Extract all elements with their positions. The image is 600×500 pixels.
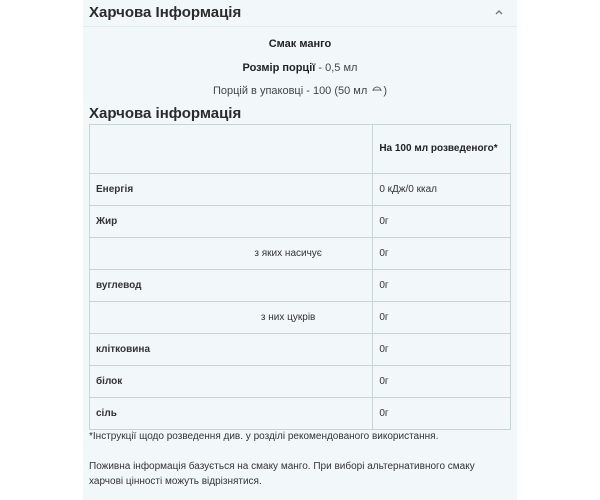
table-row [90,270,511,302]
nutrient-value: 0г [373,238,511,270]
serving-size [83,62,517,74]
serving-size-value: - 0,5 мл [315,62,358,74]
table-row [90,398,511,430]
nutrition-panel [83,0,517,500]
flavour-note: Поживна інформація базується на смаку манго. При виборі альтернативного смаку харчові цінності можуть відрізнятися. [89,461,475,487]
nutrient-name: сіль [90,398,373,430]
nutrient-subname: з яких насичує [90,238,373,270]
nutrient-name: Жир [90,206,373,238]
nutrition-table [89,124,511,430]
nutrient-name: білок [90,366,373,398]
nutrient-name: вуглевод [90,270,373,302]
table-header-per-100ml: На 100 мл розведеного* [373,125,511,174]
servings-label: Порцій в упаковці - 100 (50 мл [212,85,368,97]
servings-close: ) [383,85,388,97]
nutrient-value: 0г [373,206,511,238]
nutrient-value: 0г [373,366,511,398]
nutrient-value: 0 кДж/0 ккал [373,174,511,206]
drop-icon [371,84,383,95]
nutrient-value: 0г [373,334,511,366]
nutrient-name: клітковина [90,334,373,366]
table-title: Харчова інформація [89,105,242,122]
servings-per-pack [83,84,517,97]
nutrient-name: Енергія [90,174,373,206]
accordion-title: Харчова Інформація [89,4,242,21]
table-row [90,366,511,398]
table-row [90,174,511,206]
flavour-text: Смак манго [268,38,332,50]
table-row [90,302,511,334]
nutrient-value: 0г [373,398,511,430]
serving-size-label: Розмір порції [242,62,316,74]
dilution-footnote: *Інструкції щодо розведення див. у розділі рекомендованого використання. [89,431,439,442]
table-header-empty [90,125,373,174]
nutrient-value: 0г [373,302,511,334]
table-row [90,334,511,366]
chevron-up-icon[interactable] [493,6,505,18]
nutrient-value: 0г [373,270,511,302]
table-header-row [90,125,511,174]
accordion-header[interactable] [83,0,517,27]
nutrient-subname: з них цукрів [90,302,373,334]
table-row [90,206,511,238]
table-row [90,238,511,270]
